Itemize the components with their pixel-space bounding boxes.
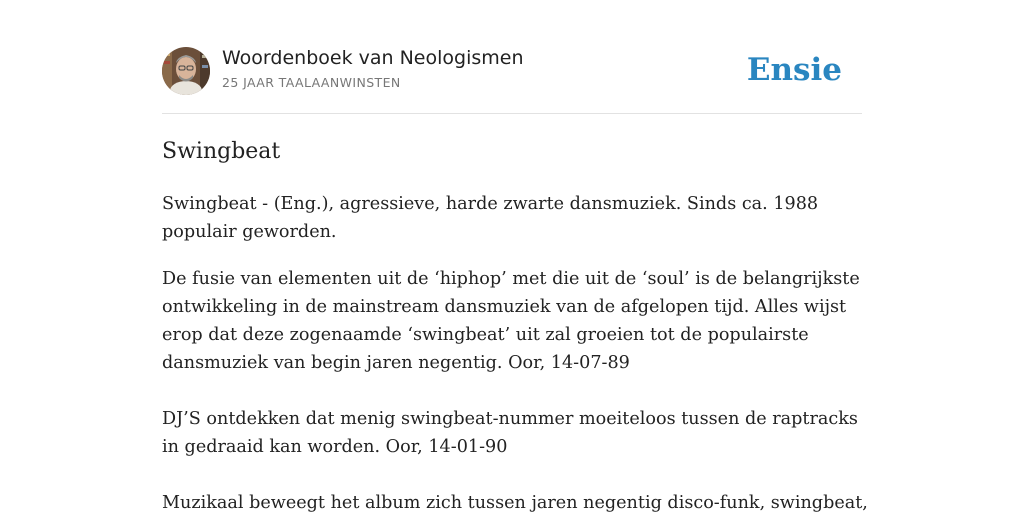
article-header [162, 46, 862, 96]
ensie-logo-link[interactable]: Ensie [746, 52, 842, 88]
entry-quote: DJ’S ontdekken dat menig swingbeat-nummer moeiteloos tussen de raptracks in gedraaid kan worden. Oor, 14-01-90 [162, 409, 858, 457]
entry-definition: Swingbeat - (Eng.), agressieve, harde zwarte dansmuziek. Sinds ca. 1988 populair geworden. [162, 194, 819, 242]
header-divider [162, 113, 862, 114]
avatar-portrait-image [162, 47, 210, 95]
entry-quote: Muzikaal beweegt het album zich tussen jaren negentig disco-funk, swingbeat, [162, 493, 868, 512]
entry-quote: De fusie van elementen uit de ‘hiphop’ met die uit de ‘soul’ is de belangrijkste ontwikkeling in de mainstream dansmuziek van de afgelopen tijd. Alles wijst erop dat deze zogenaamde ‘swingbeat’ uit zal groeien tot de populairste dansmuziek van begin jaren negentig. Oor, 14-07-89 [162, 269, 860, 373]
author-subtitle: 25 JAAR TAALAANWINSTEN [222, 75, 401, 90]
entry-title: Swingbeat [162, 139, 281, 164]
author-avatar[interactable] [162, 47, 210, 95]
author-name[interactable]: Woordenboek van Neologismen [222, 47, 524, 69]
